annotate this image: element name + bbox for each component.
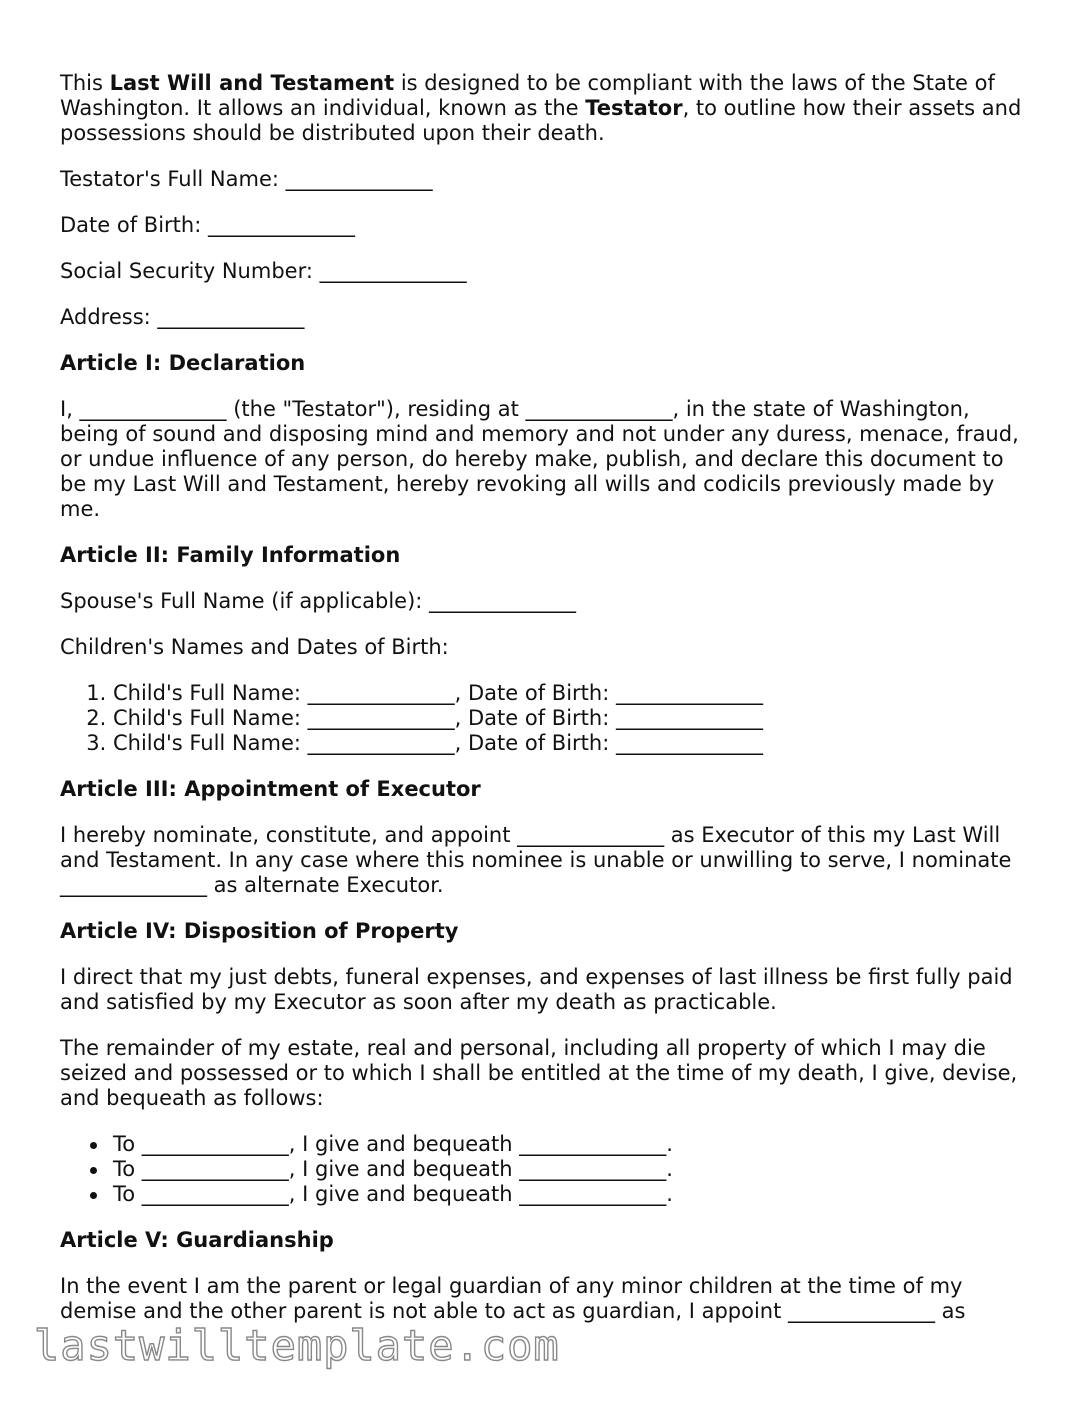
list-item: To ______________, I give and bequeath ______________. [113,1182,1035,1207]
list-item: 1. Child's Full Name: ______________, Date of Birth: ______________ [113,681,1035,706]
spouse-field: Spouse's Full Name (if applicable): ______________ [60,589,577,613]
article-1-heading: Article I: Declaration [60,351,306,375]
article-5-text: In the event I am the parent or legal guardian of any minor children at the time of my demise and the other parent is not able to act as guardian, I appoint ______________ as [60,1274,966,1323]
list-item: To ______________, I give and bequeath ______________. [113,1132,1035,1157]
date-of-birth-field: Date of Birth: ______________ [60,213,355,237]
list-item: To ______________, I give and bequeath ______________. [113,1157,1035,1182]
children-list [60,681,1035,756]
site-watermark: lastwilltemplate.com [34,1321,560,1370]
will-document [60,71,1035,1345]
article-1-text: I, ______________ (the "Testator"), residing at ______________, in the state of Washington, being of sound and disposing mind and memory and not under any duress, menace, fraud, or undue influence of any person, do hereby make, publish, and declare this document to be my Last Will and Testament, hereby revoking all wills and codicils previously made by me. [60,397,1019,521]
children-label: Children's Names and Dates of Birth: [60,635,449,659]
testator-name-field: Testator's Full Name: ______________ [60,167,433,191]
title-bold: Last Will and Testament [109,71,395,95]
article-2-heading: Article II: Family Information [60,543,401,567]
article-5-heading: Article V: Guardianship [60,1228,334,1252]
article-4-paragraph-1: I direct that my just debts, funeral expenses, and expenses of last illness be first fully paid and satisfied by my Executor as soon after my death as practicable. [60,965,1013,1014]
testator-bold: Testator [585,96,683,120]
article-4-paragraph-2: The remainder of my estate, real and personal, including all property of which I may die seized and possessed or to which I shall be entitled at the time of my death, I give, devise, and bequeath as follows: [60,1036,1018,1110]
bequest-list [60,1132,1035,1207]
article-3-text: I hereby nominate, constitute, and appoint ______________ as Executor of this my Last Will and Testament. In any case where this nominee is unable or unwilling to serve, I nominate ______________ as alternate Executor. [60,823,1012,897]
article-4-heading: Article IV: Disposition of Property [60,919,459,943]
list-item: 3. Child's Full Name: ______________, Date of Birth: ______________ [113,731,1035,756]
address-field: Address: ______________ [60,305,305,329]
list-item: 2. Child's Full Name: ______________, Date of Birth: ______________ [113,706,1035,731]
ssn-field: Social Security Number: ______________ [60,259,467,283]
article-3-heading: Article III: Appointment of Executor [60,777,481,801]
intro-paragraph: This Last Will and Testament is designed to be compliant with the laws of the State of Washington. It allows an individual, known as the Testator, to outline how their assets and possessions should be distributed upon their death. [60,71,1022,145]
